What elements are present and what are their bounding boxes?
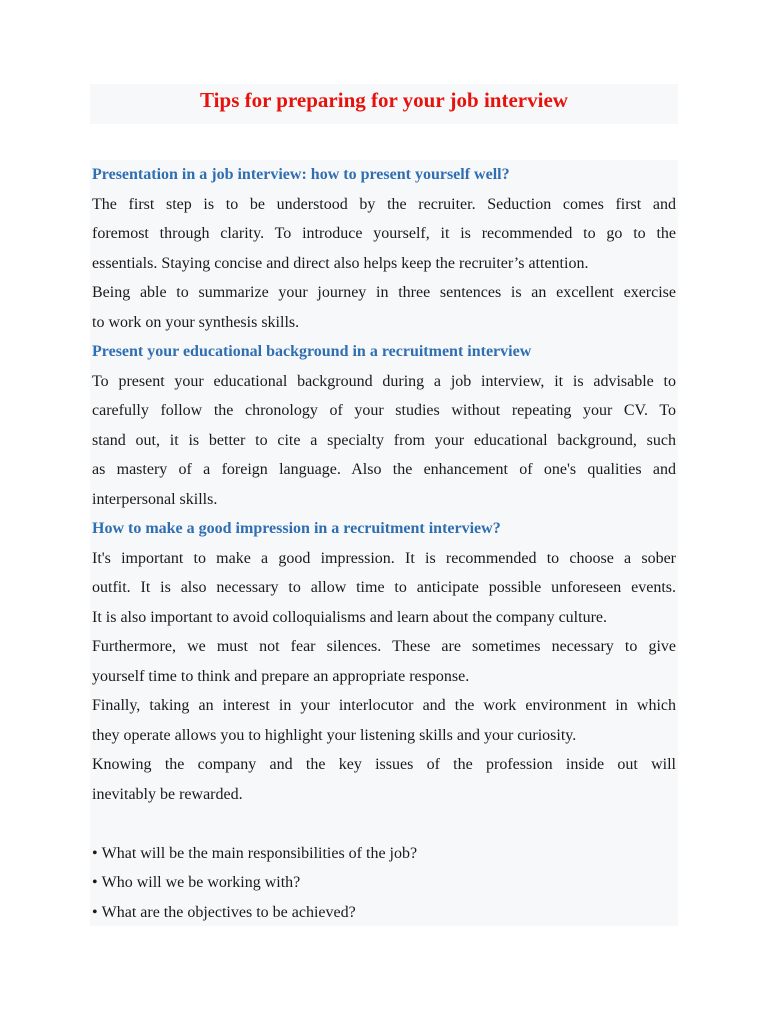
paragraph-line: It's important to make a good impression. It is recommended to choose a sober — [92, 549, 676, 567]
bullet-icon: • — [92, 874, 98, 891]
paragraph-line: interpersonal skills. — [92, 490, 218, 508]
section-paragraph — [92, 544, 676, 633]
section-paragraph — [92, 691, 676, 750]
sections-container — [92, 160, 676, 809]
section-paragraph — [92, 632, 676, 691]
paragraph-line: inevitably be rewarded. — [92, 785, 243, 803]
question-text: What will be the main responsibilities of the job? — [101, 844, 418, 862]
question-item — [92, 839, 676, 869]
bullet-icon: • — [92, 903, 98, 921]
section-heading: How to make a good impression in a recruitment interview? — [92, 520, 501, 537]
question-item — [92, 898, 676, 928]
paragraph-line: Knowing the company and the key issues of the profession inside out will — [92, 756, 676, 773]
document-body — [90, 160, 678, 926]
paragraph-line: carefully follow the chronology of your studies without repeating your CV. To — [92, 402, 676, 419]
section-paragraph — [92, 190, 676, 279]
section-paragraph — [92, 278, 676, 337]
paragraph-line: It is also important to avoid colloquialisms and learn about the company culture. — [92, 608, 607, 626]
paragraph-line: stand out, it is better to cite a specialty from your educational background, such — [92, 431, 676, 449]
paragraph-line: outfit. It is also necessary to allow time to anticipate possible unforeseen events. — [92, 579, 676, 596]
paragraph-line: they operate allows you to highlight your listening skills and your curiosity. — [92, 726, 577, 744]
section-paragraph — [92, 367, 676, 515]
question-item — [92, 868, 676, 898]
paragraph-line: to work on your synthesis skills. — [92, 313, 300, 331]
bullet-icon: • — [92, 844, 98, 862]
paragraph-line: Furthermore, we must not fear silences. These are sometimes necessary to give — [92, 638, 676, 655]
paragraph-line: The first step is to be understood by the recruiter. Seduction comes first and — [92, 195, 676, 213]
paragraph-line: yourself time to think and prepare an appropriate response. — [92, 667, 470, 685]
blank-line — [92, 809, 676, 839]
paragraph-line: as mastery of a foreign language. Also the enhancement of one's qualities and — [92, 461, 676, 478]
question-text: What are the objectives to be achieved? — [101, 903, 356, 921]
paragraph-line: foremost through clarity. To introduce yourself, it is recommended to go to the — [92, 225, 676, 242]
paragraph-line: Finally, taking an interest in your interlocutor and the work environment in which — [92, 697, 676, 714]
section-paragraph — [92, 750, 676, 809]
paragraph-line: Being able to summarize your journey in three sentences is an excellent exercise — [92, 284, 676, 301]
section-heading: Presentation in a job interview: how to present yourself well? — [92, 166, 510, 183]
section-heading: Present your educational background in a recruitment interview — [92, 343, 532, 360]
question-text: Who will we be working with? — [101, 874, 301, 891]
question-list — [92, 839, 676, 928]
document-title: Tips for preparing for your job interview — [200, 88, 568, 112]
paragraph-line: essentials. Staying concise and direct also helps keep the recruiter’s attention. — [92, 254, 589, 272]
title-band — [90, 84, 678, 124]
paragraph-line: To present your educational background during a job interview, it is advisable to — [92, 372, 676, 390]
